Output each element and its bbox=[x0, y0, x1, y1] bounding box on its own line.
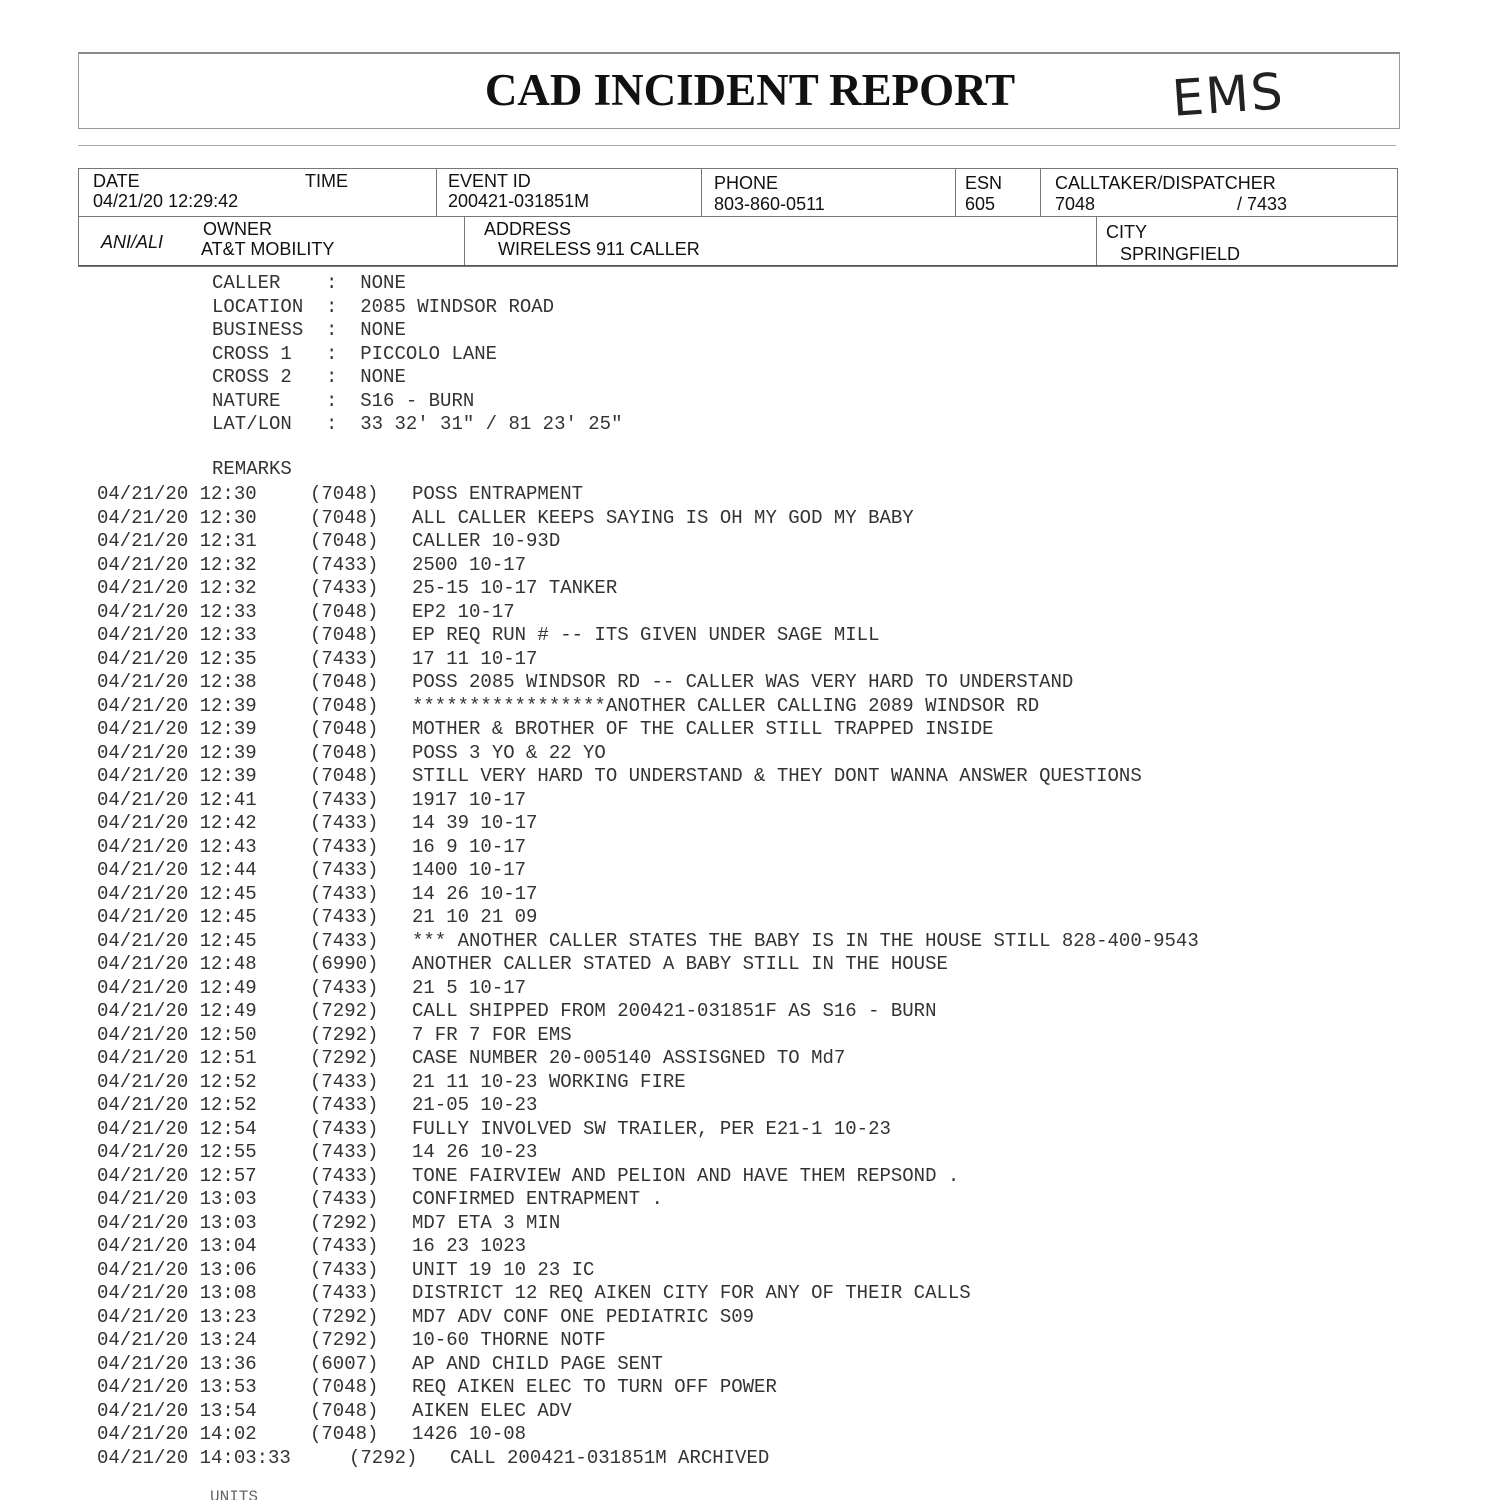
remark-operator: (7433) bbox=[310, 1094, 379, 1116]
field-row bbox=[212, 319, 622, 343]
calltaker-label: CALLTAKER/DISPATCHER bbox=[1055, 173, 1276, 193]
field-label: NATURE bbox=[212, 389, 304, 412]
phone-label: PHONE bbox=[714, 173, 779, 193]
remark-operator: (7433) bbox=[310, 577, 379, 599]
remark-timestamp: 04/21/20 13:53 bbox=[97, 1376, 257, 1398]
remark-timestamp: 04/21/20 13:03 bbox=[97, 1188, 257, 1210]
remark-timestamp: 04/21/20 12:57 bbox=[97, 1164, 257, 1187]
remark-text: 21 10 21 09 bbox=[412, 906, 538, 928]
remark-text: 21 5 10-17 bbox=[412, 976, 527, 999]
remark-operator: (7433) bbox=[310, 788, 379, 811]
field-label: LAT/LON bbox=[212, 413, 304, 435]
remark-operator: (7048) bbox=[310, 483, 379, 505]
remark-timestamp: 04/21/20 12:30 bbox=[97, 483, 257, 505]
remark-text: ANOTHER CALLER STATED A BABY STILL IN THE HOUSE bbox=[412, 953, 948, 975]
field-value: NONE bbox=[360, 319, 406, 341]
remark-operator: (7433) bbox=[310, 1282, 379, 1304]
remark-timestamp: 04/21/20 12:42 bbox=[97, 812, 257, 834]
header-row-2 bbox=[79, 217, 1397, 266]
owner-label: OWNER bbox=[203, 219, 272, 239]
esn-value: 605 bbox=[965, 194, 996, 214]
remark-text: CONFIRMED ENTRAPMENT . bbox=[412, 1188, 663, 1210]
remark-text: AIKEN ELEC ADV bbox=[412, 1399, 572, 1422]
remark-operator: (7433) bbox=[310, 882, 379, 905]
phone-cell bbox=[714, 169, 954, 216]
remark-timestamp: 04/21/20 13:36 bbox=[97, 1352, 257, 1375]
city-cell bbox=[1106, 217, 1306, 265]
field-label: CALLER bbox=[212, 272, 304, 294]
remark-text: 7 FR 7 FOR EMS bbox=[412, 1023, 572, 1046]
field-separator: : bbox=[303, 413, 361, 435]
remark-timestamp: 04/21/20 12:33 bbox=[97, 624, 257, 646]
remark-text: EP REQ RUN # -- ITS GIVEN UNDER SAGE MILL bbox=[412, 624, 880, 646]
field-value: NONE bbox=[360, 272, 406, 294]
header-row-1 bbox=[79, 169, 1397, 217]
remark-timestamp: 04/21/20 12:52 bbox=[97, 1070, 257, 1093]
field-row bbox=[212, 366, 622, 390]
remark-text: *****************ANOTHER CALLER CALLING 2089 WINDSOR RD bbox=[412, 694, 1040, 717]
remark-text: ALL CALLER KEEPS SAYING IS OH MY GOD MY BABY bbox=[412, 506, 914, 529]
remark-text: 1917 10-17 bbox=[412, 788, 527, 811]
esn-cell bbox=[965, 169, 1025, 216]
aniali-cell bbox=[101, 217, 181, 265]
field-row bbox=[212, 413, 622, 437]
field-value: 33 32' 31" / 81 23' 25" bbox=[360, 413, 623, 435]
remark-text: 21-05 10-23 bbox=[412, 1094, 538, 1116]
remark-timestamp: 04/21/20 13:24 bbox=[97, 1329, 257, 1351]
field-row bbox=[212, 343, 622, 367]
remark-text: *** ANOTHER CALLER STATES THE BABY IS IN THE HOUSE STILL 828-400-9543 bbox=[412, 929, 1199, 952]
remark-timestamp: 04/21/20 13:08 bbox=[97, 1282, 257, 1304]
remark-operator: (7048) bbox=[310, 694, 379, 717]
field-value: NONE bbox=[360, 366, 406, 388]
remark-operator: (7292) bbox=[349, 1446, 418, 1469]
remark-timestamp: 04/21/20 12:41 bbox=[97, 788, 257, 811]
remark-timestamp: 04/21/20 14:02 bbox=[97, 1423, 257, 1445]
field-separator: : bbox=[303, 319, 361, 341]
remark-text: DISTRICT 12 REQ AIKEN CITY FOR ANY OF THEIR CALLS bbox=[412, 1282, 971, 1304]
remark-text: 16 23 1023 bbox=[412, 1235, 527, 1257]
remark-timestamp: 04/21/20 12:30 bbox=[97, 506, 257, 529]
remark-text: 16 9 10-17 bbox=[412, 835, 527, 858]
remark-operator: (7292) bbox=[310, 1305, 379, 1328]
remark-operator: (7048) bbox=[310, 718, 379, 740]
remark-timestamp: 04/21/20 12:45 bbox=[97, 906, 257, 928]
remark-timestamp: 04/21/20 12:52 bbox=[97, 1094, 257, 1116]
remark-operator: (7048) bbox=[310, 1399, 379, 1422]
remark-text: 1426 10-08 bbox=[412, 1423, 527, 1445]
event-id-label: EVENT ID bbox=[448, 171, 531, 191]
remark-operator: (7433) bbox=[310, 976, 379, 999]
remark-timestamp: 04/21/20 12:33 bbox=[97, 600, 257, 623]
event-id-value: 200421-031851M bbox=[448, 191, 590, 211]
remark-text: EP2 10-17 bbox=[412, 600, 515, 623]
remark-operator: (7433) bbox=[310, 906, 379, 928]
remark-timestamp: 04/21/20 13:03 bbox=[97, 1211, 257, 1234]
remark-operator: (7048) bbox=[310, 1423, 379, 1445]
remark-operator: (7292) bbox=[310, 1047, 379, 1069]
remark-operator: (7433) bbox=[310, 929, 379, 952]
field-value: PICCOLO LANE bbox=[360, 342, 498, 365]
field-row bbox=[212, 390, 622, 414]
remark-text: MD7 ADV CONF ONE PEDIATRIC S09 bbox=[412, 1305, 755, 1328]
remark-timestamp: 04/21/20 12:32 bbox=[97, 553, 257, 576]
field-row bbox=[212, 296, 622, 320]
aniali-label: ANI/ALI bbox=[101, 232, 164, 252]
ems-handwritten-stamp: EMS bbox=[1170, 62, 1287, 128]
remark-text: CALL SHIPPED FROM 200421-031851F AS S16 - BURN bbox=[412, 1000, 937, 1022]
date-cell bbox=[93, 169, 423, 216]
units-heading: UNITS bbox=[210, 1488, 259, 1500]
remark-text: AP AND CHILD PAGE SENT bbox=[412, 1352, 663, 1375]
remark-operator: (7433) bbox=[310, 1164, 379, 1187]
remark-operator: (6007) bbox=[310, 1352, 379, 1375]
remark-timestamp: 04/21/20 12:32 bbox=[97, 577, 257, 599]
remark-operator: (7292) bbox=[310, 1211, 379, 1234]
field-separator: : bbox=[303, 389, 361, 412]
remark-timestamp: 04/21/20 12:49 bbox=[97, 976, 257, 999]
remark-timestamp: 04/21/20 12:38 bbox=[97, 671, 257, 693]
remark-timestamp: 04/21/20 12:43 bbox=[97, 835, 257, 858]
remark-operator: (6990) bbox=[310, 953, 379, 975]
field-separator: : bbox=[303, 295, 361, 318]
remark-operator: (7433) bbox=[310, 859, 379, 881]
remark-operator: (7048) bbox=[310, 765, 379, 787]
remark-operator: (7048) bbox=[310, 600, 379, 623]
cell-divider bbox=[955, 169, 956, 216]
remark-text: 14 26 10-23 bbox=[412, 1141, 538, 1163]
address-cell bbox=[484, 217, 784, 265]
remark-timestamp: 04/21/20 13:04 bbox=[97, 1235, 257, 1257]
field-label: LOCATION bbox=[212, 295, 304, 318]
field-value: S16 - BURN bbox=[360, 389, 475, 412]
remark-text: 10-60 THORNE NOTF bbox=[412, 1329, 606, 1351]
remark-operator: (7433) bbox=[310, 1117, 379, 1140]
field-label: CROSS 1 bbox=[212, 342, 304, 365]
esn-label: ESN bbox=[965, 173, 1003, 193]
remark-operator: (7433) bbox=[310, 647, 379, 670]
remark-timestamp: 04/21/20 12:55 bbox=[97, 1141, 257, 1163]
remark-timestamp: 04/21/20 12:39 bbox=[97, 718, 257, 740]
remark-timestamp: 04/21/20 12:49 bbox=[97, 1000, 257, 1022]
remark-text: STILL VERY HARD TO UNDERSTAND & THEY DONT WANNA ANSWER QUESTIONS bbox=[412, 765, 1142, 787]
remark-timestamp: 04/21/20 13:23 bbox=[97, 1305, 257, 1328]
field-row bbox=[212, 272, 622, 296]
city-label: CITY bbox=[1106, 222, 1148, 242]
remark-timestamp: 04/21/20 12:54 bbox=[97, 1117, 257, 1140]
remark-timestamp: 04/21/20 13:54 bbox=[97, 1399, 257, 1422]
remark-text: 25-15 10-17 TANKER bbox=[412, 577, 618, 599]
remark-timestamp: 04/21/20 12:44 bbox=[97, 859, 257, 881]
remark-operator: (7048) bbox=[310, 506, 379, 529]
remark-operator: (7433) bbox=[310, 1070, 379, 1093]
field-label: BUSINESS bbox=[212, 319, 304, 341]
remark-timestamp: 04/21/20 14:03:33 bbox=[97, 1446, 291, 1469]
remark-timestamp: 04/21/20 12:45 bbox=[97, 929, 257, 952]
remark-text: REQ AIKEN ELEC TO TURN OFF POWER bbox=[412, 1376, 777, 1398]
divider bbox=[78, 145, 1396, 146]
report-title: CAD INCIDENT REPORT bbox=[484, 65, 1016, 115]
remark-timestamp: 04/21/20 12:51 bbox=[97, 1047, 257, 1069]
remark-text: 21 11 10-23 WORKING FIRE bbox=[412, 1070, 686, 1093]
owner-cell bbox=[201, 217, 451, 265]
remark-operator: (7048) bbox=[310, 624, 379, 646]
remark-text: TONE FAIRVIEW AND PELION AND HAVE THEM REPSOND . bbox=[412, 1164, 960, 1187]
remark-text: 17 11 10-17 bbox=[412, 647, 538, 670]
city-value: SPRINGFIELD bbox=[1120, 244, 1241, 264]
remark-timestamp: 04/21/20 12:39 bbox=[97, 694, 257, 717]
remark-timestamp: 04/21/20 12:39 bbox=[97, 765, 257, 787]
cell-divider bbox=[1096, 217, 1097, 265]
remark-operator: (7292) bbox=[310, 1329, 379, 1351]
owner-value: AT&T MOBILITY bbox=[201, 239, 335, 259]
remark-text: CASE NUMBER 20-005140 ASSISGNED TO Md7 bbox=[412, 1047, 846, 1069]
remarks-heading: REMARKS bbox=[212, 458, 292, 480]
remark-text: UNIT 19 10 23 IC bbox=[412, 1258, 595, 1281]
remark-text: POSS 2085 WINDSOR RD -- CALLER WAS VERY HARD TO UNDERSTAND bbox=[412, 671, 1074, 693]
remark-operator: (7433) bbox=[310, 1235, 379, 1257]
remark-text: FULLY INVOLVED SW TRAILER, PER E21-1 10-23 bbox=[412, 1117, 891, 1140]
event-id-cell bbox=[448, 169, 698, 216]
remark-operator: (7048) bbox=[310, 671, 379, 693]
remark-text: CALLER 10-93D bbox=[412, 530, 561, 552]
remark-timestamp: 04/21/20 12:45 bbox=[97, 882, 257, 905]
date-label: DATE bbox=[93, 171, 140, 191]
address-value: WIRELESS 911 CALLER bbox=[498, 239, 700, 259]
incident-header-table bbox=[78, 168, 1398, 267]
cell-divider bbox=[1040, 169, 1041, 216]
field-label: CROSS 2 bbox=[212, 366, 304, 388]
remark-operator: (7433) bbox=[310, 812, 379, 834]
remark-operator: (7433) bbox=[310, 1188, 379, 1210]
field-separator: : bbox=[303, 272, 361, 294]
remark-text: CALL 200421-031851M ARCHIVED bbox=[450, 1446, 770, 1469]
remark-timestamp: 04/21/20 12:50 bbox=[97, 1023, 257, 1046]
remark-text: MD7 ETA 3 MIN bbox=[412, 1211, 561, 1234]
field-separator: : bbox=[303, 366, 361, 388]
calltaker-cell bbox=[1055, 169, 1385, 216]
remark-text: 14 39 10-17 bbox=[412, 812, 538, 834]
cell-divider bbox=[464, 217, 465, 265]
remark-operator: (7048) bbox=[310, 741, 379, 764]
dispatcher-value: / 7433 bbox=[1237, 194, 1288, 214]
phone-value: 803-860-0511 bbox=[714, 194, 825, 214]
remark-text: POSS 3 YO & 22 YO bbox=[412, 741, 606, 764]
remark-timestamp: 04/21/20 13:06 bbox=[97, 1258, 257, 1281]
remark-text: POSS ENTRAPMENT bbox=[412, 483, 584, 505]
remark-timestamp: 04/21/20 12:31 bbox=[97, 530, 257, 552]
remark-text: 1400 10-17 bbox=[412, 859, 527, 881]
remark-text: 14 26 10-17 bbox=[412, 882, 538, 905]
remark-operator: (7433) bbox=[310, 553, 379, 576]
field-separator: : bbox=[303, 342, 361, 365]
cell-divider bbox=[436, 169, 437, 216]
date-time-value: 04/21/20 12:29:42 bbox=[93, 191, 239, 211]
remark-operator: (7433) bbox=[310, 835, 379, 858]
cell-divider bbox=[701, 169, 702, 216]
remark-text: MOTHER & BROTHER OF THE CALLER STILL TRAPPED INSIDE bbox=[412, 718, 994, 740]
calltaker-value: 7048 bbox=[1055, 194, 1096, 214]
address-label: ADDRESS bbox=[484, 219, 572, 239]
remark-operator: (7292) bbox=[310, 1023, 379, 1046]
remark-timestamp: 04/21/20 12:48 bbox=[97, 953, 257, 975]
remark-operator: (7292) bbox=[310, 1000, 379, 1022]
remark-operator: (7048) bbox=[310, 530, 379, 552]
remark-timestamp: 04/21/20 12:35 bbox=[97, 647, 257, 670]
remark-operator: (7433) bbox=[310, 1258, 379, 1281]
time-label: TIME bbox=[305, 171, 348, 191]
remark-operator: (7433) bbox=[310, 1141, 379, 1163]
remark-text: 2500 10-17 bbox=[412, 553, 527, 576]
incident-fields bbox=[212, 272, 622, 437]
remark-timestamp: 04/21/20 12:39 bbox=[97, 741, 257, 764]
field-value: 2085 WINDSOR ROAD bbox=[360, 295, 555, 318]
remark-operator: (7048) bbox=[310, 1376, 379, 1398]
